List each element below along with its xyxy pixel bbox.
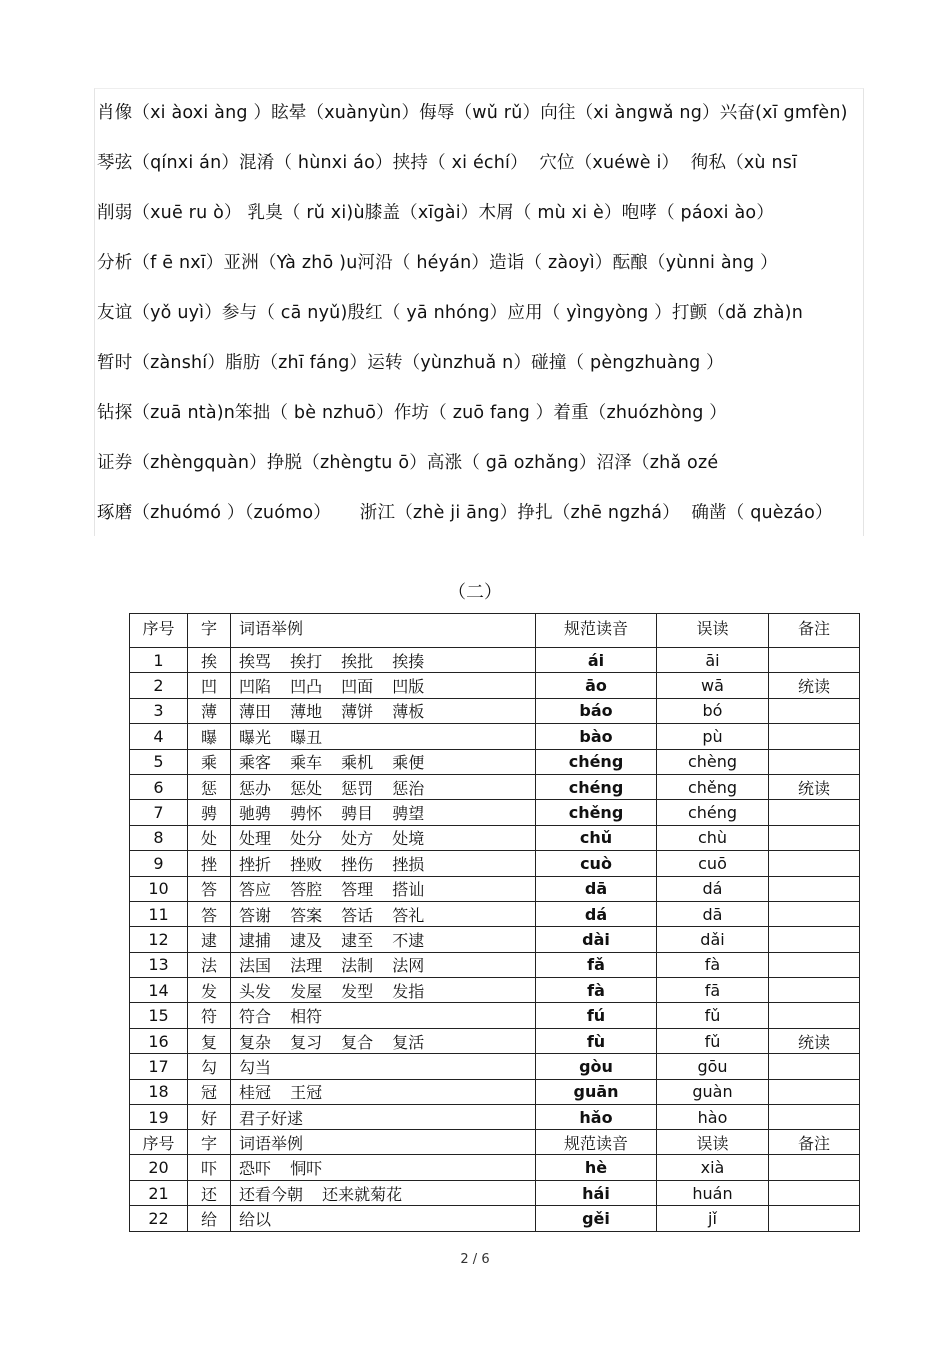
row-examples: 给以 [231, 1206, 536, 1231]
row-character: 骋 [188, 800, 231, 825]
row-note [769, 648, 860, 673]
row-number: 18 [130, 1079, 188, 1104]
row-note [769, 698, 860, 723]
table-row [130, 1054, 860, 1079]
row-misreading: chéng [657, 800, 769, 825]
row-character: 惩 [188, 774, 231, 799]
row-note [769, 876, 860, 901]
row-standard-reading: cuò [536, 851, 657, 876]
row-misreading: huán [657, 1180, 769, 1205]
repeat-header-cell: 序号 [130, 1130, 188, 1155]
row-misreading: hào [657, 1105, 769, 1130]
row-examples: 恐吓 恫吓 [231, 1155, 536, 1180]
row-character: 挨 [188, 648, 231, 673]
intro-line: 削弱（xuē ru ò） 乳臭（ rǔ xi)ù膝盖（xīgài）木屑（ mù xi è）咆哮（ páoxi ào） [97, 203, 775, 223]
intro-line: 证券（zhèngquàn）挣脱（zhèngtu ō）高涨（ gā ozhǎng）沼泽（zhǎ ozé [97, 453, 719, 473]
row-misreading: jǐ [657, 1206, 769, 1231]
repeat-header-cell: 误读 [657, 1130, 769, 1155]
table-row [130, 1028, 860, 1053]
table-row [130, 1003, 860, 1028]
row-character: 乘 [188, 749, 231, 774]
row-examples: 驰骋 骋怀 骋目 骋望 [231, 800, 536, 825]
row-number: 3 [130, 698, 188, 723]
row-misreading: pù [657, 724, 769, 749]
row-note: 统读 [769, 774, 860, 799]
row-character: 复 [188, 1028, 231, 1053]
page-number: 2 / 6 [460, 1252, 490, 1267]
table-row [130, 724, 860, 749]
row-character: 吓 [188, 1155, 231, 1180]
repeat-header-cell: 备注 [769, 1130, 860, 1155]
row-standard-reading: chěng [536, 800, 657, 825]
table-row [130, 1079, 860, 1104]
row-examples: 桂冠 王冠 [231, 1079, 536, 1104]
row-examples: 处理 处分 处方 处境 [231, 825, 536, 850]
row-character: 给 [188, 1206, 231, 1231]
row-note [769, 1180, 860, 1205]
row-character: 发 [188, 978, 231, 1003]
intro-line: 分析（f ē nxī）亚洲（Yà zhō )u河沿（ héyán）造诣（ zàoyì）酝酿（yùnni àng ） [97, 253, 778, 273]
row-misreading: guàn [657, 1079, 769, 1104]
row-misreading: fà [657, 952, 769, 977]
row-examples: 法国 法理 法制 法网 [231, 952, 536, 977]
row-number: 19 [130, 1105, 188, 1130]
section-heading: （二） [448, 582, 502, 603]
table-row [130, 952, 860, 977]
row-misreading: dǎi [657, 927, 769, 952]
table-row [130, 978, 860, 1003]
intro-line: 暂时（zànshí）脂肪（zhī fáng）运转（yùnzhuǎ n）碰撞（ pèngzhuàng ） [97, 353, 724, 373]
row-standard-reading: hái [536, 1180, 657, 1205]
row-standard-reading: āo [536, 673, 657, 698]
repeat-header-cell: 词语举例 [231, 1130, 536, 1155]
table-row [130, 876, 860, 901]
table-row [130, 1105, 860, 1130]
row-note [769, 952, 860, 977]
row-character: 勾 [188, 1054, 231, 1079]
header-note: 备注 [769, 614, 860, 648]
row-misreading: fǔ [657, 1028, 769, 1053]
row-character: 曝 [188, 724, 231, 749]
row-standard-reading: dá [536, 901, 657, 926]
row-note [769, 901, 860, 926]
row-misreading: gōu [657, 1054, 769, 1079]
row-misreading: āi [657, 648, 769, 673]
table-row [130, 1155, 860, 1180]
row-number: 14 [130, 978, 188, 1003]
row-note [769, 1003, 860, 1028]
row-misreading: chù [657, 825, 769, 850]
row-note [769, 749, 860, 774]
row-examples: 逮捕 逮及 逮至 不逮 [231, 927, 536, 952]
row-character: 薄 [188, 698, 231, 723]
header-examples: 词语举例 [231, 614, 536, 648]
table-row [130, 1180, 860, 1205]
row-examples: 答谢 答案 答话 答礼 [231, 901, 536, 926]
pronunciation-table [129, 613, 860, 1232]
row-misreading: fǔ [657, 1003, 769, 1028]
row-number: 7 [130, 800, 188, 825]
table-row [130, 673, 860, 698]
row-number: 17 [130, 1054, 188, 1079]
header-misreading: 误读 [657, 614, 769, 648]
row-note [769, 851, 860, 876]
row-misreading: bó [657, 698, 769, 723]
row-character: 凹 [188, 673, 231, 698]
row-standard-reading: fú [536, 1003, 657, 1028]
row-standard-reading: fà [536, 978, 657, 1003]
row-note [769, 1155, 860, 1180]
header-standard-reading: 规范读音 [536, 614, 657, 648]
row-standard-reading: gěi [536, 1206, 657, 1231]
table-row [130, 927, 860, 952]
row-note [769, 825, 860, 850]
row-standard-reading: chéng [536, 749, 657, 774]
row-note [769, 1079, 860, 1104]
table-header-row-repeat [130, 1130, 860, 1155]
row-character: 挫 [188, 851, 231, 876]
row-character: 符 [188, 1003, 231, 1028]
intro-line: 钻探（zuā ntà)n笨拙（ bè nzhuō）作坊（ zuō fang ）着重（zhuózhòng ） [97, 403, 728, 423]
row-standard-reading: hè [536, 1155, 657, 1180]
row-character: 还 [188, 1180, 231, 1205]
row-examples: 挫折 挫败 挫伤 挫损 [231, 851, 536, 876]
row-examples: 薄田 薄地 薄饼 薄板 [231, 698, 536, 723]
row-standard-reading: dā [536, 876, 657, 901]
table-row [130, 851, 860, 876]
row-examples: 还看今朝 还来就菊花 [231, 1180, 536, 1205]
row-examples: 凹陷 凹凸 凹面 凹版 [231, 673, 536, 698]
row-note [769, 1054, 860, 1079]
row-misreading: chèng [657, 749, 769, 774]
row-examples: 复杂 复习 复合 复活 [231, 1028, 536, 1053]
row-character: 逮 [188, 927, 231, 952]
row-character: 好 [188, 1105, 231, 1130]
row-number: 20 [130, 1155, 188, 1180]
row-number: 9 [130, 851, 188, 876]
table-row [130, 749, 860, 774]
row-number: 12 [130, 927, 188, 952]
row-number: 1 [130, 648, 188, 673]
intro-line: 肖像（xi àoxi àng ）眩晕（xuànyùn）侮辱（wǔ rǔ）向往（xi àngwǎ ng）兴奋(xī gmfèn) [97, 103, 848, 123]
row-standard-reading: dài [536, 927, 657, 952]
row-standard-reading: hǎo [536, 1105, 657, 1130]
row-misreading: xià [657, 1155, 769, 1180]
table-row [130, 800, 860, 825]
row-examples: 君子好逑 [231, 1105, 536, 1130]
row-note: 统读 [769, 1028, 860, 1053]
table-row [130, 648, 860, 673]
row-note [769, 1206, 860, 1231]
row-note [769, 927, 860, 952]
row-standard-reading: báo [536, 698, 657, 723]
table-row [130, 825, 860, 850]
row-misreading: dá [657, 876, 769, 901]
repeat-header-cell: 字 [188, 1130, 231, 1155]
row-misreading: chěng [657, 774, 769, 799]
row-number: 16 [130, 1028, 188, 1053]
intro-line: 友谊（yǒ uyì）参与（ cā nyǔ)殷红（ yā nhóng）应用（ yìngyòng ）打颤（dǎ zhà)n [97, 303, 803, 323]
row-examples: 头发 发屋 发型 发指 [231, 978, 536, 1003]
table-row [130, 901, 860, 926]
row-misreading: fā [657, 978, 769, 1003]
row-note [769, 978, 860, 1003]
row-number: 8 [130, 825, 188, 850]
row-standard-reading: chéng [536, 774, 657, 799]
row-number: 5 [130, 749, 188, 774]
header-number: 序号 [130, 614, 188, 648]
row-note: 统读 [769, 673, 860, 698]
row-number: 11 [130, 901, 188, 926]
row-number: 6 [130, 774, 188, 799]
row-standard-reading: fù [536, 1028, 657, 1053]
row-standard-reading: bào [536, 724, 657, 749]
row-standard-reading: ái [536, 648, 657, 673]
row-number: 2 [130, 673, 188, 698]
table-header-row [130, 614, 860, 648]
table-row [130, 1206, 860, 1231]
row-number: 22 [130, 1206, 188, 1231]
pinyin-word-list [94, 88, 864, 536]
row-note [769, 800, 860, 825]
row-misreading: dā [657, 901, 769, 926]
row-number: 4 [130, 724, 188, 749]
header-character: 字 [188, 614, 231, 648]
row-examples: 乘客 乘车 乘机 乘便 [231, 749, 536, 774]
row-number: 21 [130, 1180, 188, 1205]
row-standard-reading: gòu [536, 1054, 657, 1079]
row-character: 冠 [188, 1079, 231, 1104]
row-examples: 曝光 曝丑 [231, 724, 536, 749]
row-character: 处 [188, 825, 231, 850]
table-row [130, 774, 860, 799]
row-standard-reading: guān [536, 1079, 657, 1104]
intro-line: 琴弦（qínxi án）混淆（ hùnxi áo）挟持（ xi échí） 穴位（xuéwè i） 徇私（xù nsī [97, 153, 798, 173]
row-character: 答 [188, 876, 231, 901]
row-standard-reading: chǔ [536, 825, 657, 850]
row-examples: 挨骂 挨打 挨批 挨揍 [231, 648, 536, 673]
repeat-header-cell: 规范读音 [536, 1130, 657, 1155]
row-number: 10 [130, 876, 188, 901]
row-number: 15 [130, 1003, 188, 1028]
row-examples: 答应 答腔 答理 搭讪 [231, 876, 536, 901]
table-row [130, 698, 860, 723]
row-note [769, 724, 860, 749]
row-examples: 勾当 [231, 1054, 536, 1079]
intro-line: 琢磨（zhuómó ）（zuómo） 浙江（zhè ji āng）挣扎（zhē ngzhá） 确凿（ quèzáo） [97, 503, 833, 523]
row-character: 答 [188, 901, 231, 926]
row-number: 13 [130, 952, 188, 977]
row-note [769, 1105, 860, 1130]
row-examples: 符合 相符 [231, 1003, 536, 1028]
row-character: 法 [188, 952, 231, 977]
row-misreading: cuō [657, 851, 769, 876]
row-standard-reading: fǎ [536, 952, 657, 977]
row-examples: 惩办 惩处 惩罚 惩治 [231, 774, 536, 799]
row-misreading: wā [657, 673, 769, 698]
